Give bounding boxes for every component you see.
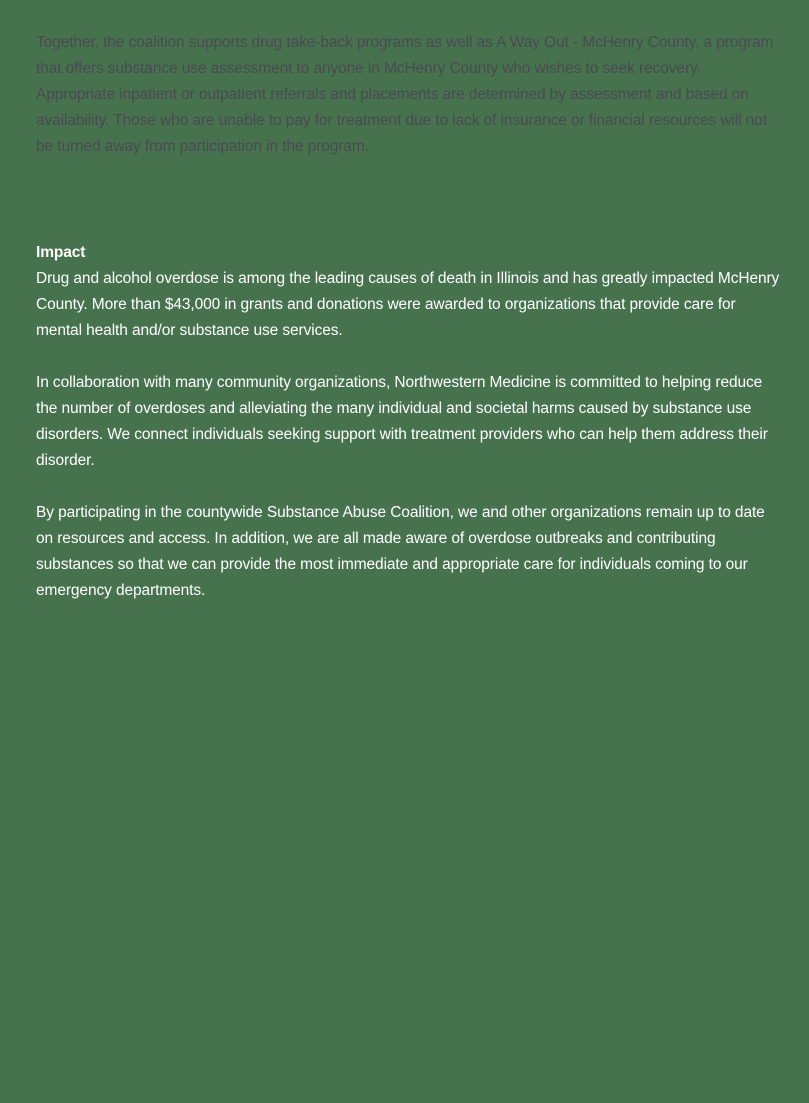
impact-paragraph-coalition: By participating in the countywide Substance Abuse Coalition, we and other organizations remain up to date on resources and access. In addition, we are all made aware of overdose outbreaks and contributing substances so that we can provide the most immediate and appropriate care for individuals coming to our emergency departments.	[36, 504, 765, 599]
impact-heading: Impact	[36, 244, 86, 261]
intro-paragraph: Together, the coalition supports drug take-back programs as well as A Way Out - McHenry County, a program that offers substance use assessment to anyone in McHenry County who wishes to seek recovery. Appropriate inpatient or outpatient referrals and placements are determined by assessment and based on availability. Those who are unable to pay for treatment due to lack of insurance or financial resources will not be turned away from participation in the program.	[36, 34, 774, 155]
intro-block	[36, 30, 781, 160]
impact-paragraph-overdose: Drug and alcohol overdose is among the leading causes of death in Illinois and has greatly impacted McHenry County. More than $43,000 in grants and donations were awarded to organizations that provide care for mental health and/or substance use services.	[36, 270, 780, 339]
impact-section	[36, 240, 781, 630]
impact-paragraph-collaboration: In collaboration with many community organizations, Northwestern Medicine is committed to helping reduce the number of overdoses and alleviating the many individual and societal harms caused by substance use disorders. We connect individuals seeking support with treatment providers who can help them address their disorder.	[36, 374, 768, 469]
